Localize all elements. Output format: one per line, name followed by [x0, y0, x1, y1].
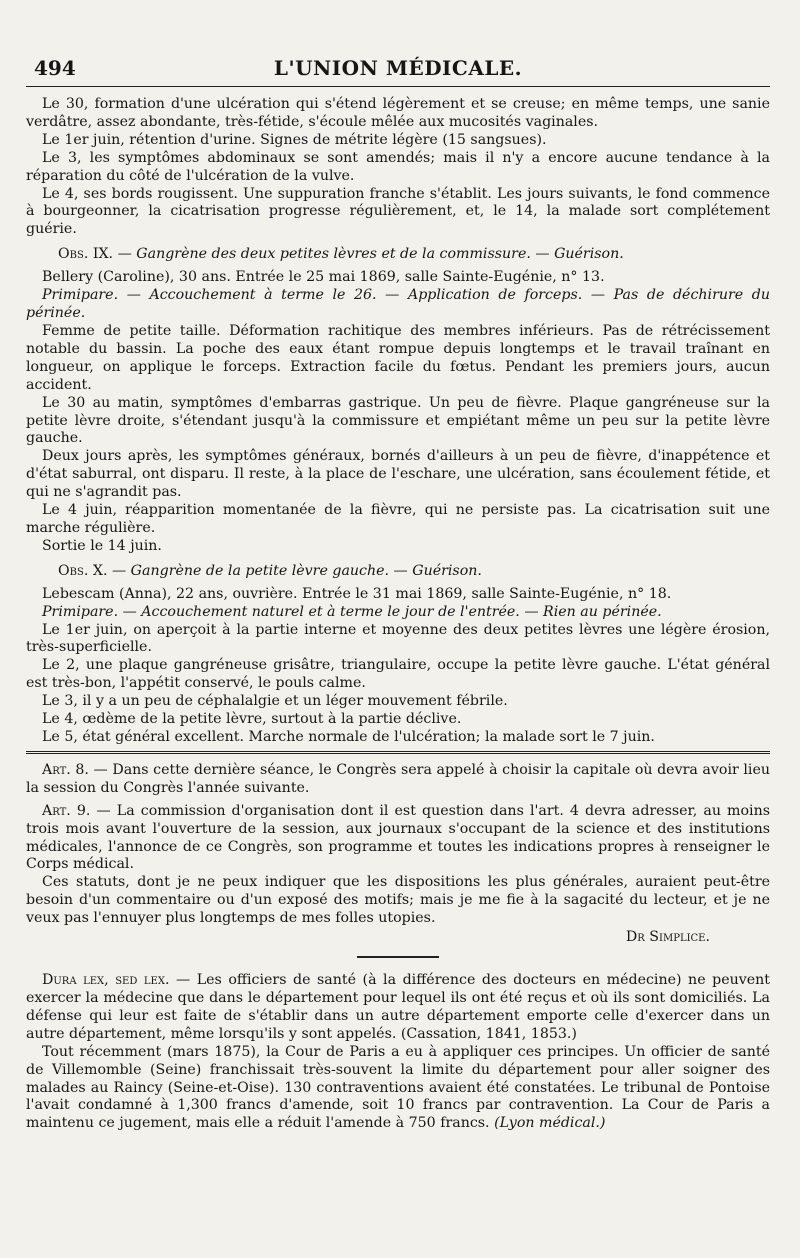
article-label: Art. 9.: [42, 802, 91, 819]
paragraph: [26, 1044, 770, 1134]
case-intro: Lebescam (Anna), 22 ans, ouvrière. Entrée le 31 mai 1869, salle Sainte-Eugénie, n° 18.: [42, 585, 672, 602]
running-title: L'UNION MÉDICALE.: [273, 56, 523, 80]
paragraph-text: Tout récemment (mars 1875), la Cour de Paris a eu à appliquer ces principes. Un officier de santé de Villemomble (Seine) franchissait très-souvent la limite du département pour aller soigner des malades au Raincy (Seine-et-Oise). 130 contraventions avaient été constatées. Le tribunal de Pontoise l'avait condamné à 1,300 francs d'amende, soit 10 francs par contravention. La Cour de Paris a maintenu ce jugement, mais elle a réduit l'amende à 750 francs.: [26, 1043, 770, 1132]
observation-label: Obs. X.: [58, 562, 108, 579]
observation-label: Obs. IX.: [58, 246, 114, 263]
paragraph: Le 1er juin, rétention d'urine. Signes de métrite légère (15 sangsues).: [42, 131, 547, 148]
article-9: [26, 803, 770, 875]
observation-title: — Gangrène de la petite lèvre gauche. — Guérison.: [111, 562, 482, 579]
case-summary: Primipare. — Accouchement naturel et à terme le jour de l'entrée. — Rien au périnée.: [42, 603, 662, 620]
paragraph: Le 3, il y a un peu de céphalalgie et un léger mouvement fébrile.: [42, 693, 508, 710]
article-label: Art. 8.: [42, 761, 89, 778]
article-8: [26, 762, 770, 798]
observation-heading: [26, 562, 770, 580]
paragraph: Le 3, les symptômes abdominaux se sont amendés; mais il n'y a encore aucune tendance à la réparation du côté de l'ulcération de la vulve.: [26, 149, 770, 184]
section-divider: [26, 751, 770, 754]
paragraph-text: — Les officiers de santé (à la différence des docteurs en médecine) ne peuvent exercer la médecine que dans le département pour lequel ils ont été reçus et où ils sont domiciliés. La défense qui leur est faite de s'établir dans un autre département emporte celle d'exercer dans un autre département, même lorsqu'ils y sont appelés. (Cassation, 1841, 1853.): [26, 972, 770, 1042]
paragraph: Le 4 juin, réapparition momentanée de la fièvre, qui ne persiste pas. La cicatrisation suit une marche régulière.: [26, 502, 770, 536]
paragraph: Femme de petite taille. Déformation rachitique des membres inférieurs. Pas de rétrécissement notable du bassin. La poche des eaux étant rompue depuis longtemps et le travail traînant en longueur, on applique le forceps. Extraction facile du fœtus. Pendant les premiers jours, aucun accident.: [26, 322, 770, 393]
paragraph: Ces statuts, dont je ne peux indiquer que les dispositions les plus générales, auraient peut-être besoin d'un commentaire ou d'un exposé des motifs; mais je me fie à la sagacité du lecteur, et je ne veux pas l'ennuyer plus longtemps de mes folles utopies.: [26, 874, 770, 927]
paragraph: Le 5, état général excellent. Marche normale de l'ulcération; la malade sort le 7 juin.: [42, 729, 655, 745]
case-intro: Bellery (Caroline), 30 ans. Entrée le 25 mai 1869, salle Sainte-Eugénie, n° 13.: [42, 269, 605, 286]
section-label: Dura lex, sed lex.: [42, 972, 170, 989]
case-summary: Primipare. — Accouchement à terme le 26. — Application de forceps. — Pas de déchirure du périnée.: [26, 287, 770, 322]
paragraph: Le 30 au matin, symptômes d'embarras gastrique. Un peu de fièvre. Plaque gangréneuse sur la petite lèvre droite, s'étendant jusqu'à la commissure et empiétant même un peu sur la petite lèvre gauche.: [26, 394, 770, 447]
observation-title: — Gangrène des deux petites lèvres et de la commissure. — Guérison.: [117, 246, 624, 263]
article-text: — Dans cette dernière séance, le Congrès sera appelé à choisir la capitale où devra avoir lieu la session du Congrès l'année suivante.: [26, 761, 770, 796]
dura-lex-paragraph: [26, 972, 770, 1044]
signature: Dr Simplice.: [625, 929, 710, 946]
paragraph: Le 1er juin, on aperçoit à la partie interne et moyenne des deux petites lèvres une légère érosion, très-superficielle.: [26, 621, 770, 656]
paragraph: Le 4, ses bords rougissent. Une suppuration franche s'établit. Les jours suivants, le fond commence à bourgeonner, la cicatrisation progresse régulièrement, et, le 14, la malade sort complétement guérie.: [26, 185, 770, 238]
paragraph: Deux jours après, les symptômes généraux, bornés d'ailleurs à un peu de fièvre, d'inappétence et d'état saburral, ont disparu. Il reste, à la place de l'eschare, une ulcération, sans écoulement fétide, et qui ne s'agrandit pas.: [26, 448, 770, 501]
paragraph: Le 4, œdème de la petite lèvre, surtout à la partie déclive.: [42, 711, 462, 728]
paragraph: Sortie le 14 juin.: [42, 537, 162, 554]
page-number: 494: [34, 56, 76, 80]
page-header: [26, 46, 770, 78]
short-rule: [357, 956, 439, 958]
paragraph: Le 30, formation d'une ulcération qui s'étend légèrement et se creuse; en même temps, une sanie verdâtre, assez abondante, très-fétide, s'écoule mêlée aux mucosités vaginales.: [26, 96, 770, 130]
paragraph: Le 2, une plaque gangréneuse grisâtre, triangulaire, occupe la petite lèvre gauche. L'état général est très-bon, l'appétit conservé, le pouls calme.: [26, 657, 770, 692]
source-citation: (Lyon médical.): [494, 1115, 606, 1132]
observation-heading: [26, 245, 770, 263]
article-text: — La commission d'organisation dont il est question dans l'art. 4 devra adresser, au moins trois mois avant l'ouverture de la session, aux journaux s'occupant de la science et des institutions médicales, l'annonce de ce Congrès, son programme et toutes les indications propres à renseigner le Corps médical.: [26, 802, 770, 873]
